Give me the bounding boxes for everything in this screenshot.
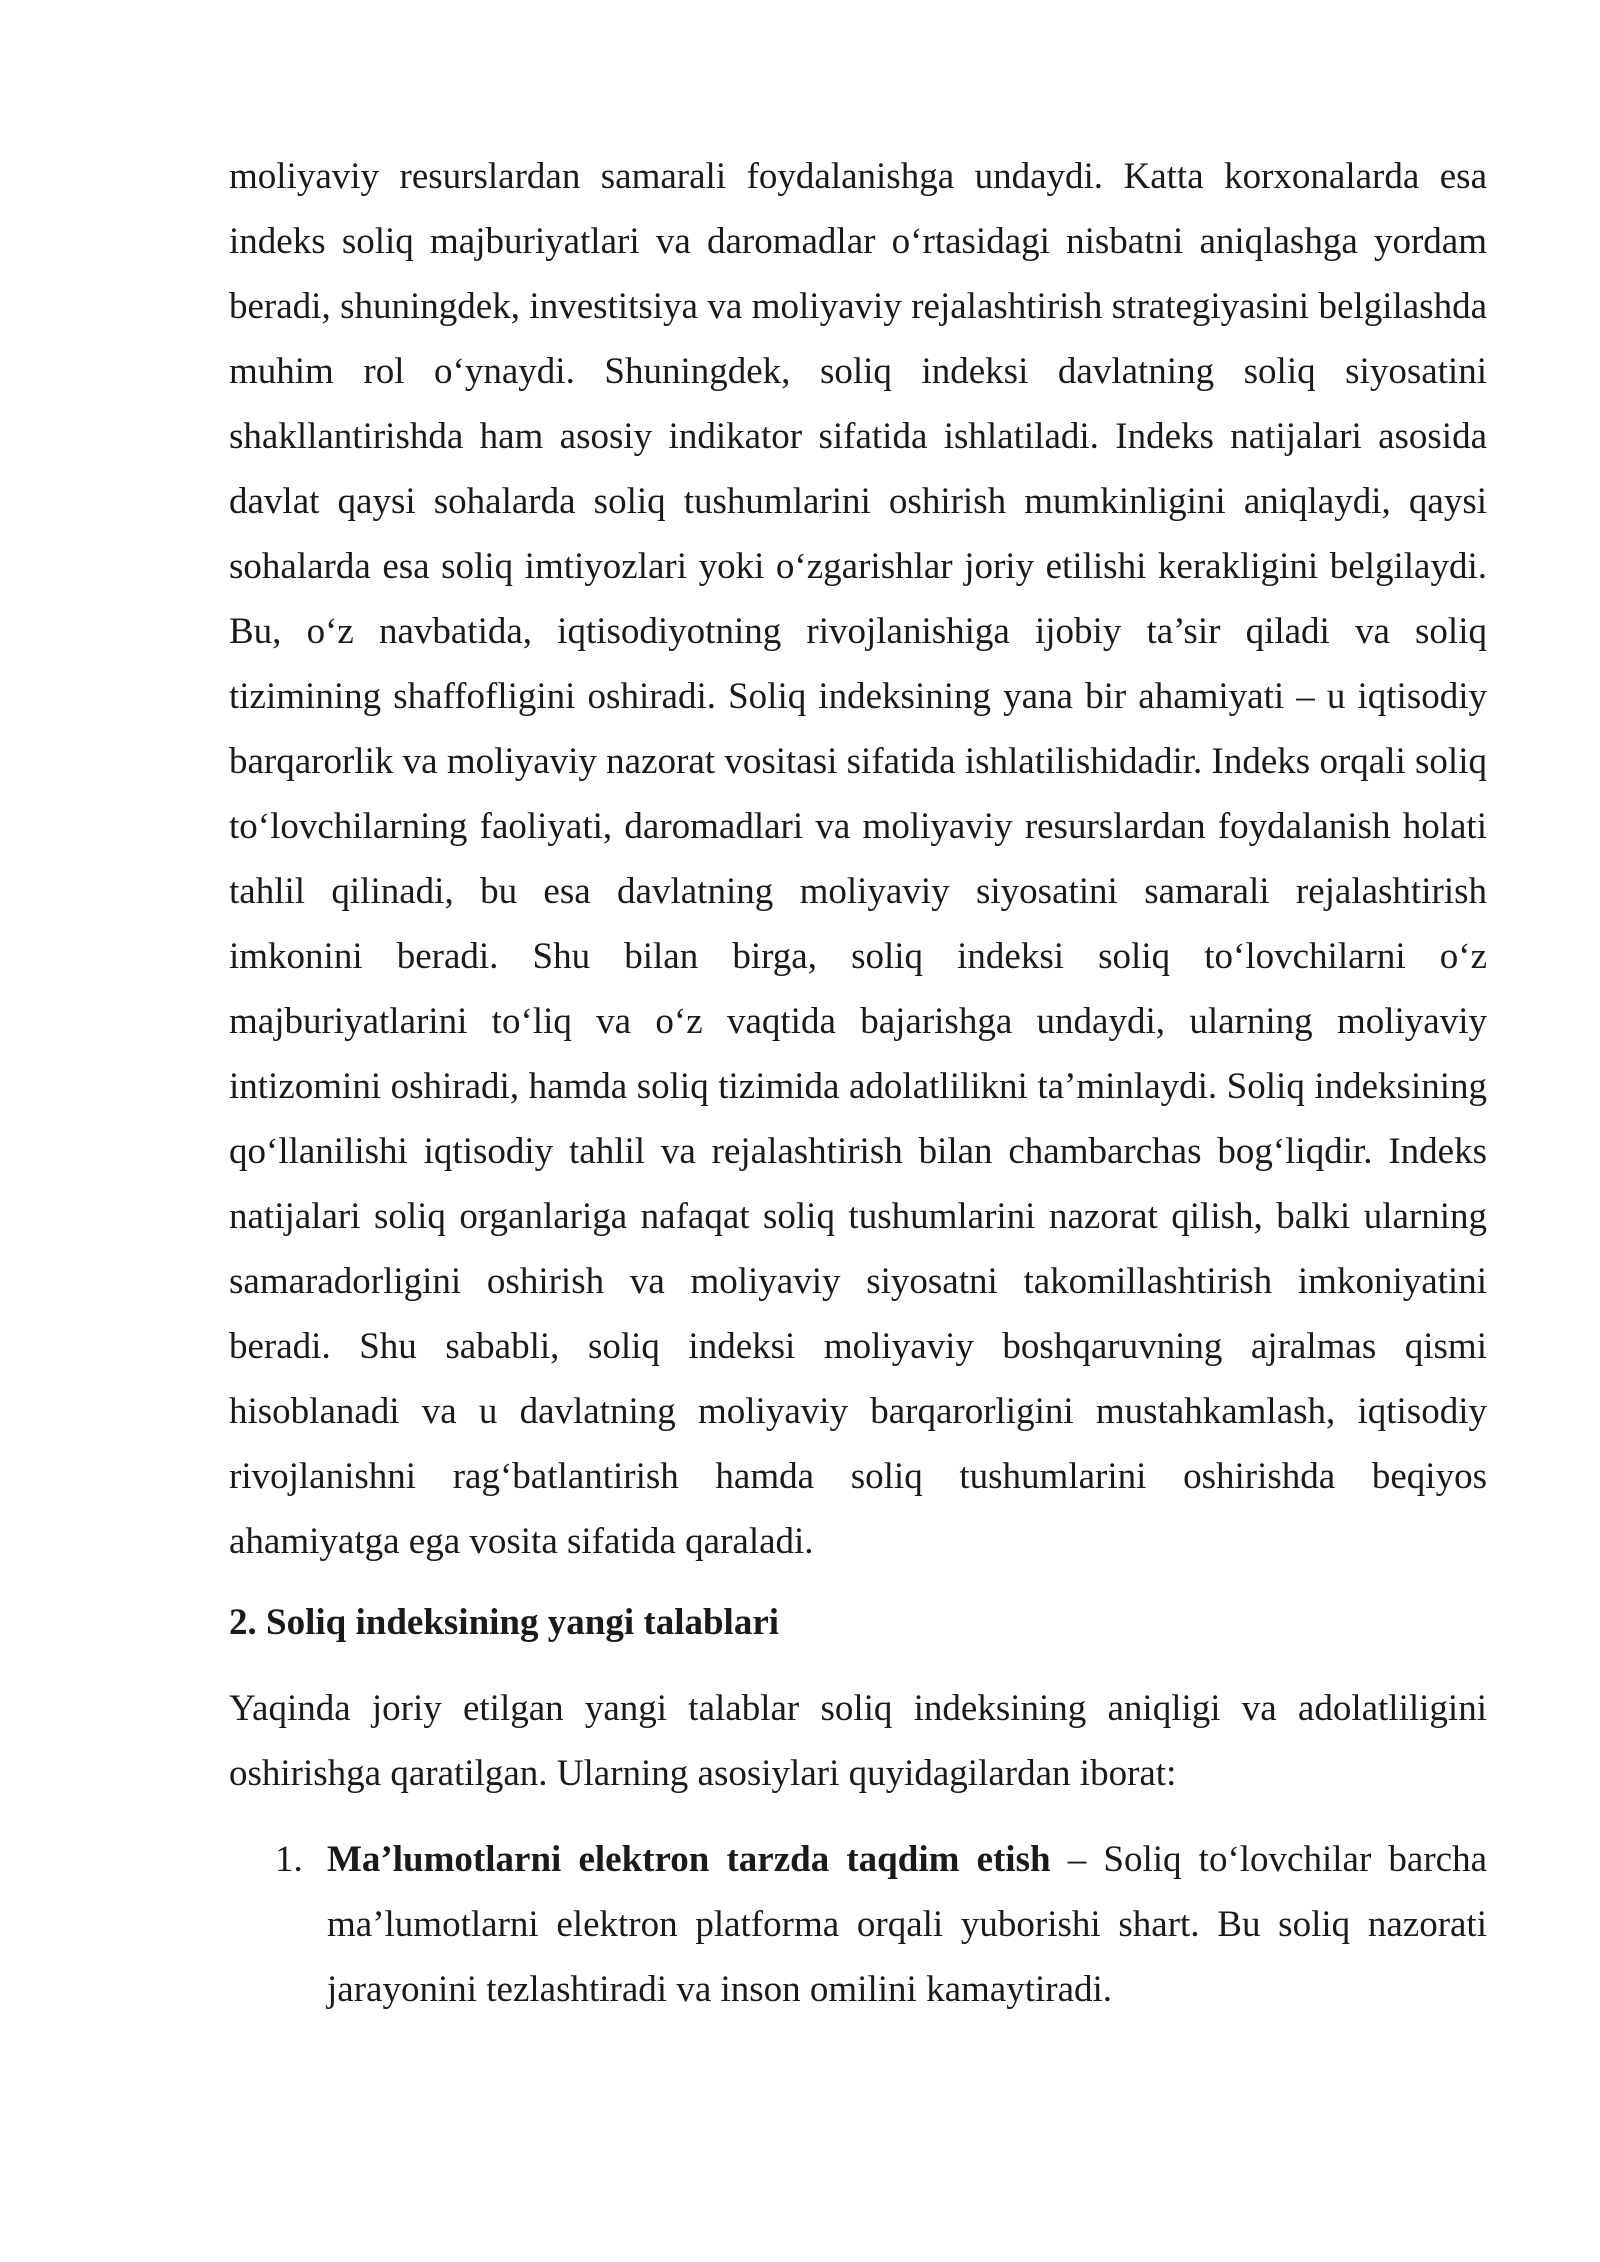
list-item-number: 1. xyxy=(275,1839,303,1880)
body-paragraph: moliyaviy resurslardan samarali foydalanishga undaydi. Katta korxonalarda esa indeks soliq majburiyatlari va daromadlar o‘rtasidagi nisbatni aniqlashga yordam beradi, shuningdek, investitsiya va moliyaviy rejalashtirish strategiyasini belgilashda muhim rol o‘ynaydi. Shuningdek, soliq indeksi davlatning soliq siyosatini shakllantirishda ham asosiy indikator sifatida ishlatiladi. Indeks natijalari asosida davlat qaysi sohalarda soliq tushumlarini oshirish mumkinligini aniqlaydi, qaysi sohalarda esa soliq imtiyozlari yoki o‘zgarishlar joriy etilishi kerakligini belgilaydi. Bu, o‘z navbatida, iqtisodiyotning rivojlanishiga ijobiy ta’sir qiladi va soliq tizimining shaffofligini oshiradi. Soliq indeksining yana bir ahamiyati – u iqtisodiy barqarorlik va moliyaviy nazorat vositasi sifatida ishlatilishidadir. Indeks orqali soliq to‘lovchilarning faoliyati, daromadlari va moliyaviy resurslardan foydalanish holati tahlil qilinadi, bu esa davlatning moliyaviy siyosatini samarali rejalashtirish imkonini beradi. Shu bilan birga, soliq indeksi soliq to‘lovchilarni o‘z majburiyatlarini to‘liq va o‘z vaqtida bajarishga undaydi, ularning moliyaviy intizomini oshiradi, hamda soliq tizimida adolatlilikni ta’minlaydi. Soliq indeksining qo‘llanilishi iqtisodiy tahlil va rejalashtirish bilan chambarchas bog‘liqdir. Indeks natijalari soliq organlariga nafaqat soliq tushumlarini nazorat qilish, balki ularning samaradorligini oshirish va moliyaviy siyosatni takomillashtirish imkoniyatini beradi. Shu sababli, soliq indeksi moliyaviy boshqaruvning ajralmas qismi hisoblanadi va u davlatning moliyaviy barqarorligini mustahkamlash, iqtisodiy rivojlanishni rag‘batlantirish hamda soliq tushumlarini oshirishda beqiyos ahamiyatga ega vosita sifatida qaraladi. xyxy=(229,156,1487,1562)
list-item-title: Ma’lumotlarni elektron tarzda taqdim etish xyxy=(327,1839,1051,1880)
document-page xyxy=(229,144,1487,2022)
list-item xyxy=(229,1827,1487,2022)
list-item-separator: – xyxy=(1050,1839,1104,1880)
requirements-list xyxy=(229,1827,1487,2022)
section-heading: 2. Soliq indeksining yangi talablari xyxy=(229,1602,780,1643)
intro-paragraph: Yaqinda joriy etilgan yangi talablar soliq indeksining aniqligi va adolatliligini oshirishga qaratilgan. Ularning asosiylari quyidagilardan iborat: xyxy=(229,1688,1487,1794)
list-item-text: Soliq to‘lovchilar barcha ma’lumotlarni elektron platforma orqali yuborishi shart. Bu soliq nazorati jarayonini tezlashtiradi va inson omilini kamaytiradi. xyxy=(327,1839,1487,2010)
